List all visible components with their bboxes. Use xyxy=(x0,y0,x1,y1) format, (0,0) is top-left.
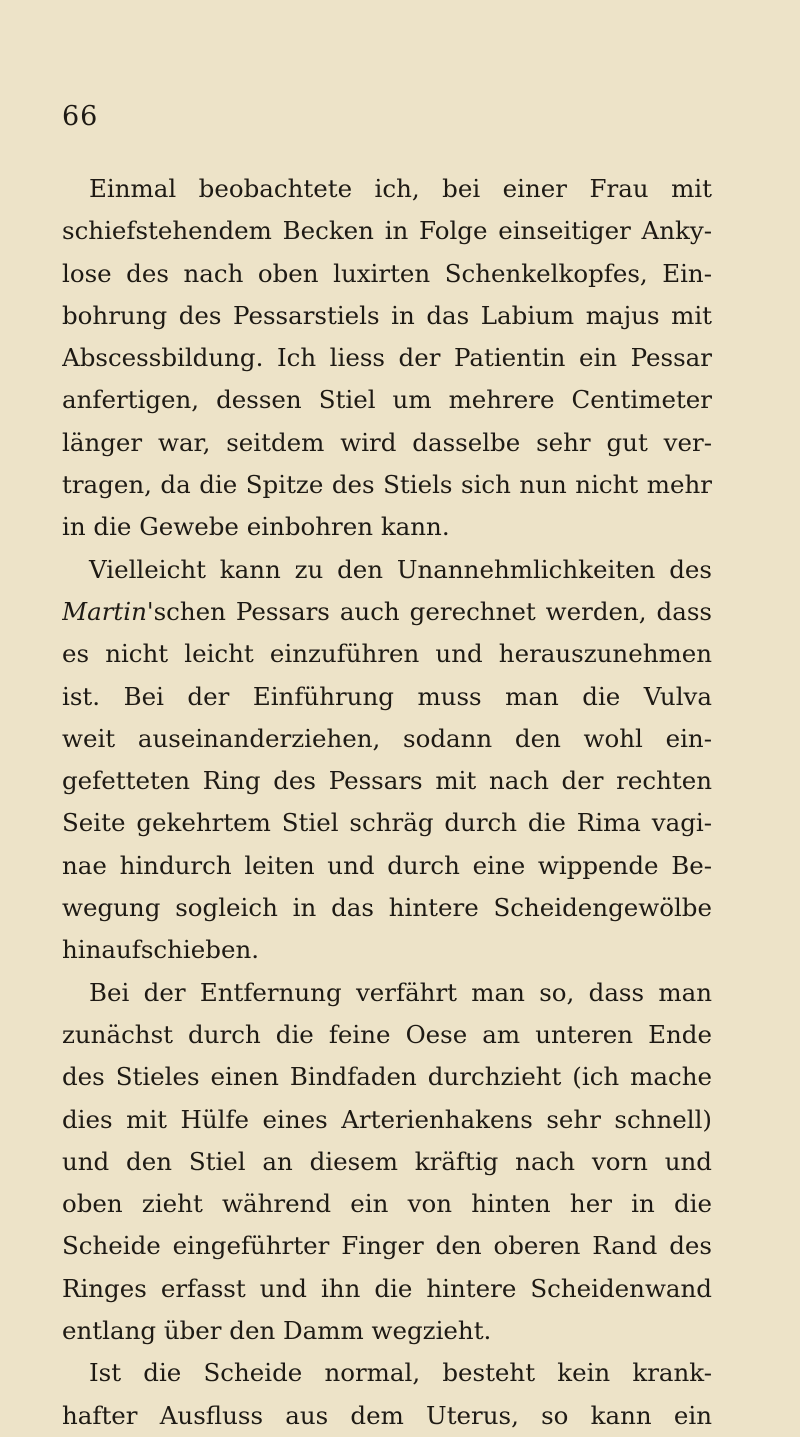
text-line xyxy=(62,1056,712,1098)
text-line xyxy=(62,337,712,379)
line-text: Seite gekehrtem Stiel schräg durch die Rima vagi- xyxy=(62,808,712,838)
text-line xyxy=(62,210,712,252)
line-text: des Stieles einen Bindfaden durchzieht (ich mache xyxy=(62,1062,712,1092)
text-line xyxy=(62,379,712,421)
line-text: anfertigen, dessen Stiel um mehrere Centimeter xyxy=(62,385,712,415)
line-text: Bei der Entfernung verfährt man so, dass man xyxy=(89,977,712,1007)
line-text: hafter Ausfluss aus dem Uterus, so kann ein xyxy=(62,1400,712,1430)
line-text: zunächst durch die feine Oese am unteren Ende xyxy=(62,1019,712,1049)
page-number: 66 xyxy=(62,101,99,132)
line-text: schen Pessars auch gerechnet werden, dass xyxy=(153,596,712,626)
line-text: oben zieht während ein von hinten her in die xyxy=(62,1189,712,1219)
line-text: es nicht leicht einzuführen und herauszunehmen xyxy=(62,639,712,669)
text-line xyxy=(62,464,712,506)
text-line xyxy=(62,802,712,844)
text-line xyxy=(62,676,712,718)
text-line xyxy=(62,845,712,887)
line-text: in die Gewebe einbohren kann. xyxy=(62,512,450,542)
italic-name: Martin' xyxy=(62,596,154,626)
line-text: und den Stiel an diesem kräftig nach vorn und xyxy=(62,1146,712,1176)
line-text: entlang über den Damm wegzieht. xyxy=(62,1316,492,1346)
text-line xyxy=(62,1268,712,1310)
text-line xyxy=(62,591,712,633)
line-text: gefetteten Ring des Pessars mit nach der rechten xyxy=(62,766,712,796)
text-line xyxy=(62,633,712,675)
text-line xyxy=(62,760,712,802)
line-text: hinaufschieben. xyxy=(62,935,260,965)
text-line xyxy=(62,1310,712,1352)
text-line xyxy=(62,422,712,464)
text-line xyxy=(62,295,712,337)
text-line xyxy=(62,718,712,760)
line-text: Ist die Scheide normal, besteht kein krank- xyxy=(89,1358,712,1388)
line-text: schiefstehendem Becken in Folge einseitiger Anky- xyxy=(62,216,712,246)
line-text: lose des nach oben luxirten Schenkelkopfes, Ein- xyxy=(62,258,712,288)
text-line xyxy=(62,549,712,591)
line-text: bohrung des Pessarstiels in das Labium majus mit xyxy=(62,300,712,330)
line-text: Scheide eingeführter Finger den oberen Rand des xyxy=(62,1231,712,1261)
line-text: Abscessbildung. Ich liess der Patientin ein Pessar xyxy=(62,343,712,373)
line-text: Vielleicht kann zu den Unannehmlichkeiten des xyxy=(89,554,712,584)
text-line xyxy=(62,1014,712,1056)
line-text: nae hindurch leiten und durch eine wippende Be- xyxy=(62,850,712,880)
text-line xyxy=(62,253,712,295)
text-line xyxy=(62,972,712,1014)
body-text xyxy=(62,168,712,1437)
line-text: Einmal beobachtete ich, bei einer Frau mit xyxy=(89,174,712,203)
text-line xyxy=(62,1352,712,1394)
line-text: weit auseinanderziehen, sodann den wohl ein- xyxy=(62,723,712,753)
line-text: dies mit Hülfe eines Arterienhakens sehr schnell) xyxy=(62,1104,712,1134)
line-text: tragen, da die Spitze des Stiels sich nun nicht mehr xyxy=(62,470,712,500)
text-line xyxy=(62,1225,712,1267)
line-text: Ringes erfasst und ihn die hintere Scheidenwand xyxy=(62,1273,712,1303)
text-line xyxy=(62,506,712,548)
text-line xyxy=(62,168,712,210)
text-line xyxy=(62,1099,712,1141)
text-line xyxy=(62,1141,712,1183)
line-text: ist. Bei der Einführung muss man die Vulva xyxy=(62,681,712,711)
line-text: länger war, seitdem wird dasselbe sehr gut ver- xyxy=(62,427,712,457)
text-line xyxy=(62,1183,712,1225)
line-text: wegung sogleich in das hintere Scheidengewölbe xyxy=(62,893,712,923)
text-line xyxy=(62,1395,712,1437)
text-line xyxy=(62,929,712,971)
text-line xyxy=(62,887,712,929)
